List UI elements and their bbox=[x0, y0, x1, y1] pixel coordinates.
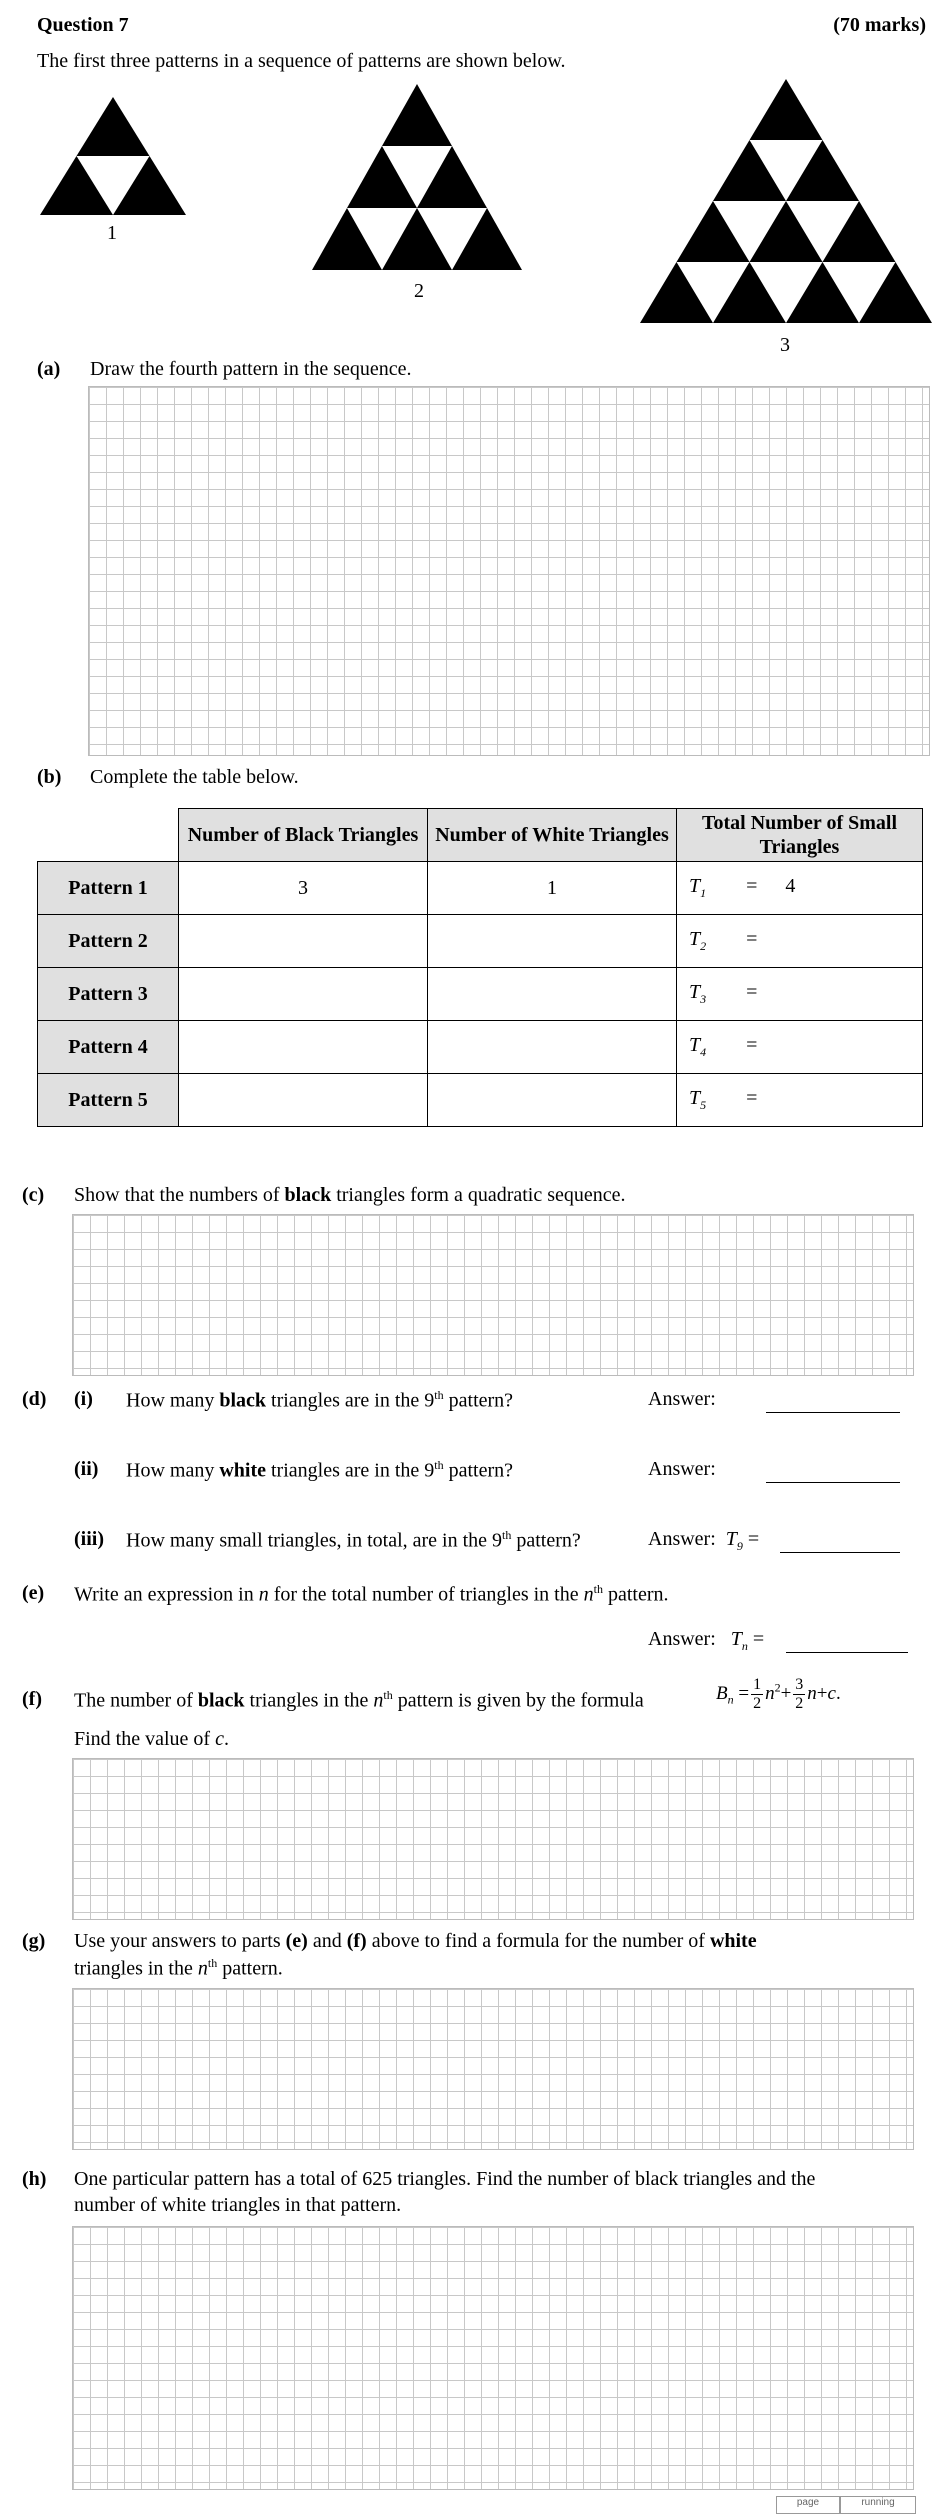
part-e-letter: (e) bbox=[22, 1582, 45, 1604]
part-b-text: Complete the table below. bbox=[90, 766, 299, 788]
part-e-answer-line[interactable] bbox=[786, 1652, 908, 1653]
part-h-letter: (h) bbox=[22, 2168, 47, 2190]
part-a-drawing-grid[interactable] bbox=[88, 386, 930, 756]
black-cell[interactable] bbox=[179, 1021, 428, 1074]
table-row bbox=[38, 1021, 923, 1074]
part-c-working-grid[interactable] bbox=[72, 1214, 914, 1376]
part-f-letter: (f) bbox=[22, 1688, 42, 1710]
part-d-ii-text: How many white triangles are in the 9th pattern? bbox=[126, 1458, 514, 1482]
part-f-text: The number of black triangles in the $n^{th}$ pattern is given by the formula bbox=[74, 1688, 644, 1712]
row-label: Pattern 5 bbox=[38, 1074, 179, 1127]
row-label: Pattern 3 bbox=[38, 968, 179, 1021]
black-cell[interactable]: 3 bbox=[179, 862, 428, 915]
white-cell[interactable] bbox=[428, 1074, 677, 1127]
white-cell[interactable] bbox=[428, 1021, 677, 1074]
black-cell[interactable] bbox=[179, 1074, 428, 1127]
pattern-1-figure bbox=[38, 95, 188, 217]
part-a-letter: (a) bbox=[37, 358, 61, 380]
marks-label: (70 marks) bbox=[833, 14, 926, 36]
table-row bbox=[38, 968, 923, 1021]
part-g-line-1: Use your answers to parts (e) and (f) above to find a formula for the number of white bbox=[74, 1930, 757, 1952]
intro-text: The first three patterns in a sequence of patterns are shown below. bbox=[37, 50, 566, 72]
col-header-black: Number of Black Triangles bbox=[179, 809, 428, 862]
part-g-letter: (g) bbox=[22, 1930, 46, 1952]
part-e-text: Write an expression in n for the total number of triangles in the $n^{th}$ pattern. bbox=[74, 1582, 669, 1606]
part-f-find-text: Find the value of c. bbox=[74, 1728, 229, 1750]
total-cell[interactable]: $T_3$ = bbox=[677, 968, 923, 1021]
part-a-text: Draw the fourth pattern in the sequence. bbox=[90, 358, 412, 380]
row-label: Pattern 1 bbox=[38, 862, 179, 915]
black-cell[interactable] bbox=[179, 968, 428, 1021]
part-d-letter: (d) bbox=[22, 1388, 47, 1410]
row-label: Pattern 2 bbox=[38, 915, 179, 968]
pattern-2-figure bbox=[310, 82, 524, 272]
part-d-i-text: How many black triangles are in the 9th pattern? bbox=[126, 1388, 514, 1412]
white-cell[interactable] bbox=[428, 968, 677, 1021]
footer-box-page: page bbox=[776, 2496, 840, 2514]
table-row bbox=[38, 862, 923, 915]
total-cell[interactable]: $T_1 = 4$ bbox=[677, 862, 923, 915]
part-b-letter: (b) bbox=[37, 766, 62, 788]
part-d-iii-num: (iii) bbox=[74, 1528, 104, 1550]
row-label: Pattern 4 bbox=[38, 1021, 179, 1074]
pattern-table bbox=[37, 808, 923, 1127]
part-h-working-grid[interactable] bbox=[72, 2226, 914, 2490]
black-cell[interactable] bbox=[179, 915, 428, 968]
pattern-3-label: 3 bbox=[780, 334, 790, 356]
part-d-i-answer-label: Answer: bbox=[648, 1388, 716, 1410]
total-cell[interactable]: $T_2$ = bbox=[677, 915, 923, 968]
question-title: Question 7 bbox=[37, 14, 129, 36]
part-g-working-grid[interactable] bbox=[72, 1988, 914, 2150]
part-d-iii-text: How many small triangles, in total, are in the 9th pattern? bbox=[126, 1528, 581, 1552]
pattern-3-figure bbox=[638, 77, 934, 325]
col-header-white: Number of White Triangles bbox=[428, 809, 677, 862]
col-header-total: Total Number of Small Triangles bbox=[677, 809, 923, 862]
part-e-answer-label: Answer: $T_n$ = bbox=[648, 1628, 765, 1653]
part-d-i-num: (i) bbox=[74, 1388, 93, 1410]
part-d-iii-answer-line[interactable] bbox=[780, 1552, 900, 1553]
part-d-iii-answer-label: Answer: $T_9$ = bbox=[648, 1528, 760, 1553]
part-d-i-answer-line[interactable] bbox=[766, 1412, 900, 1413]
pattern-1-label: 1 bbox=[107, 222, 117, 244]
table-row bbox=[38, 1074, 923, 1127]
white-cell[interactable]: 1 bbox=[428, 862, 677, 915]
total-cell[interactable]: $T_4$ = bbox=[677, 1021, 923, 1074]
part-c-text: Show that the numbers of black triangles form a quadratic sequence. bbox=[74, 1184, 626, 1206]
part-c-letter: (c) bbox=[22, 1184, 45, 1206]
pattern-2-label: 2 bbox=[414, 280, 424, 302]
footer-box-running: running bbox=[840, 2496, 916, 2514]
formula-black-count: $B_n$ = $\frac{1}{2}$ $n^2+$ $\frac{3}{2}$ n+c. bbox=[716, 1676, 841, 1712]
part-h-line-1: One particular pattern has a total of 625 triangles. Find the number of black triangles and the bbox=[74, 2168, 816, 2190]
total-cell[interactable]: $T_5$ = bbox=[677, 1074, 923, 1127]
part-d-ii-num: (ii) bbox=[74, 1458, 99, 1480]
part-f-working-grid[interactable] bbox=[72, 1758, 914, 1920]
part-d-ii-answer-line[interactable] bbox=[766, 1482, 900, 1483]
part-g-line-2: triangles in the $n^{th}$ pattern. bbox=[74, 1956, 283, 1980]
table-row bbox=[38, 915, 923, 968]
part-d-ii-answer-label: Answer: bbox=[648, 1458, 716, 1480]
white-cell[interactable] bbox=[428, 915, 677, 968]
part-h-line-2: number of white triangles in that pattern. bbox=[74, 2194, 402, 2216]
